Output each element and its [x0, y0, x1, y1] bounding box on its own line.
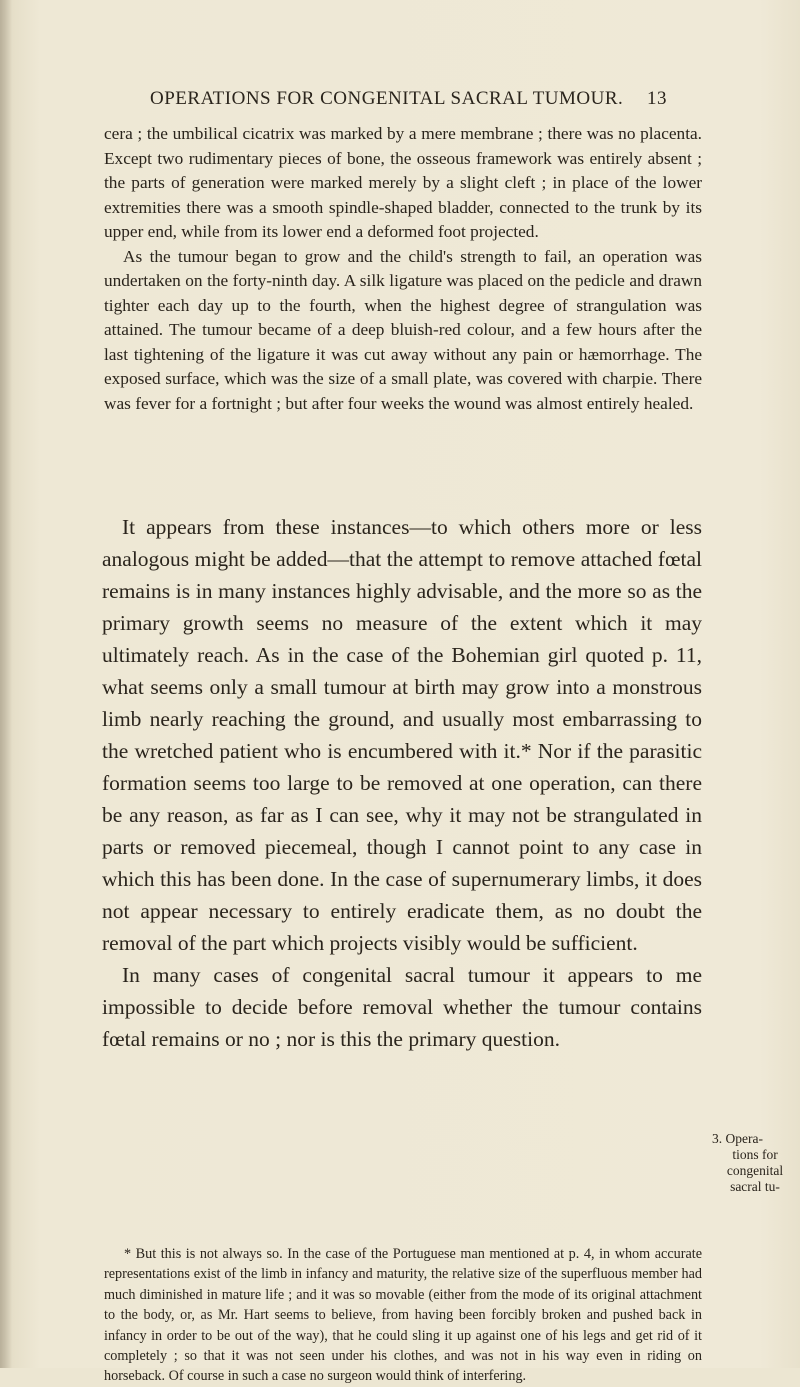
marginal-note-line: sacral tu- — [730, 1179, 780, 1194]
marginal-note-line: tions for — [732, 1147, 778, 1162]
main-text-section — [102, 511, 702, 1055]
footnote — [104, 1244, 702, 1387]
page-number: 13 — [647, 88, 667, 109]
main-paragraph-1: It appears from these instances—to which others more or less analogous might be added—that the attempt to remove attached fœtal remains is in many instances highly advisable, and the more so as the primary growth seems no measure of the extent which it may ultimately reach. As in the case of the Bohemian girl quoted p. 11, what seems only a small tumour at birth may grow into a monstrous limb nearly reaching the ground, and usually most embarrassing to the wretched patient who is encumbered with it.* Nor if the parasitic formation seems too large to be removed at one operation, can there be any reason, as far as I can see, why it may not be strangulated in parts or removed piecemeal, though I cannot point to any case in which this has been done. In the case of supernumerary limbs, it does not appear necessary to entirely eradicate them, as no doubt the removal of the part which projects visibly would be sufficient. — [102, 515, 702, 955]
marginal-note-line: 3. Opera- — [712, 1131, 763, 1146]
small-paragraph-1: cera ; the umbilical cicatrix was marked by a mere membrane ; there was no placenta. Except two rudimentary pieces of bone, the osseous framework was entirely absent ; the parts of generation were marked merely by a slight cleft ; in place of the lower extremities there was a smooth spindle-shaped bladder, connected to the trunk by its upper end, while from its lower end a deformed foot projected. — [104, 124, 702, 241]
running-head-title: OPERATIONS FOR CONGENITAL SACRAL TUMOUR. — [150, 88, 624, 109]
marginal-note-line: congenital — [726, 1163, 784, 1178]
marginal-note — [710, 1131, 800, 1195]
footnote-text: * But this is not always so. In the case of the Portuguese man mentioned at p. 4, in whom accurate representations exist of the limb in infancy and maturity, the relative size of the superfluous member had much diminished in mature life ; and it was so movable (either from the mode of its original attachment to the body, or, as Mr. Hart seems to believe, from having been forcibly broken and pushed back in infancy in order to be out of the way), that he could sling it up against one of his legs and get rid of it completely ; so that it was not seen under his clothes, and was not in his way even in riding on horseback. Of course in such a case no surgeon would think of interfering. — [104, 1246, 702, 1385]
binding-shadow — [0, 0, 12, 1368]
main-paragraph-2: In many cases of congenital sacral tumour it appears to me impossible to decide before removal whether the tumour contains fœtal remains or no ; nor is this the primary question. — [102, 963, 702, 1051]
small-paragraph-2: As the tumour began to grow and the child's strength to fail, an operation was undertaken on the forty-ninth day. A silk ligature was placed on the pedicle and drawn tighter each day up to the fourth, when the highest degree of strangulation was attained. The tumour became of a deep bluish-red colour, and a few hours after the last tightening of the ligature it was cut away without any pain or hæmorrhage. The exposed surface, which was the size of a small plate, was covered with charpie. There was fever for a fortnight ; but after four weeks the wound was almost entirely healed. — [104, 246, 702, 413]
small-print-section — [104, 122, 702, 416]
